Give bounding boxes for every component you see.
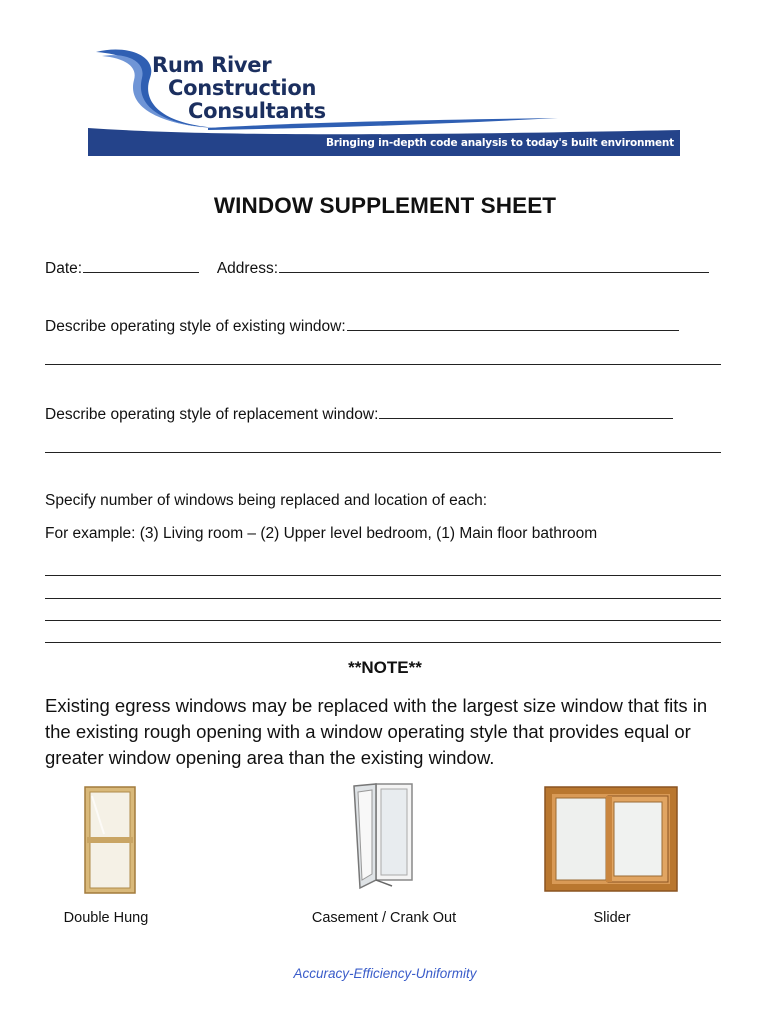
logo-text-line3: Consultants (188, 99, 326, 123)
address-label: Address: (216, 260, 278, 277)
location-line-1[interactable] (45, 575, 721, 576)
existing-window-field[interactable] (347, 316, 679, 331)
page-title: WINDOW SUPPLEMENT SHEET (213, 193, 557, 218)
replacement-window-label: Describe operating style of replacement window: (45, 406, 379, 423)
casement-window-icon (352, 782, 414, 892)
date-field[interactable] (83, 258, 199, 273)
location-line-3[interactable] (45, 620, 721, 621)
slider-window-icon (544, 786, 678, 892)
caption-casement: Casement / Crank Out (311, 910, 457, 926)
note-body: Existing egress windows may be replaced with the largest size window that fits in the existing rough opening with a window operating style that provides equal or greater window opening area than the existing window. (45, 695, 708, 768)
caption-slider: Slider (593, 910, 631, 926)
specify-label: Specify number of windows being replaced and location of each: (45, 492, 488, 509)
address-field[interactable] (279, 258, 709, 273)
example-text: For example: (3) Living room – (2) Upper level bedroom, (1) Main floor bathroom (45, 525, 598, 542)
logo-tagline: Bringing in-depth code analysis to today's built environment (325, 137, 674, 149)
logo-text-line1: Rum River (152, 53, 272, 77)
date-address-row (45, 258, 709, 278)
caption-double-hung: Double Hung (63, 910, 149, 926)
location-line-2[interactable] (45, 598, 721, 599)
location-line-4[interactable] (45, 642, 721, 643)
footer-motto: Accuracy-Efficiency-Uniformity (293, 966, 477, 981)
date-label: Date: (45, 260, 83, 277)
double-hung-window-icon (84, 786, 136, 894)
existing-window-line-2[interactable] (45, 364, 721, 365)
replacement-window-line-2[interactable] (45, 452, 721, 453)
replacement-window-row (45, 404, 673, 424)
company-logo (88, 44, 680, 156)
replacement-window-field[interactable] (379, 404, 673, 419)
note-heading: **NOTE** (348, 658, 422, 677)
existing-window-label: Describe operating style of existing window: (45, 318, 346, 335)
logo-text-line2: Construction (168, 76, 317, 100)
existing-window-row (45, 316, 679, 336)
